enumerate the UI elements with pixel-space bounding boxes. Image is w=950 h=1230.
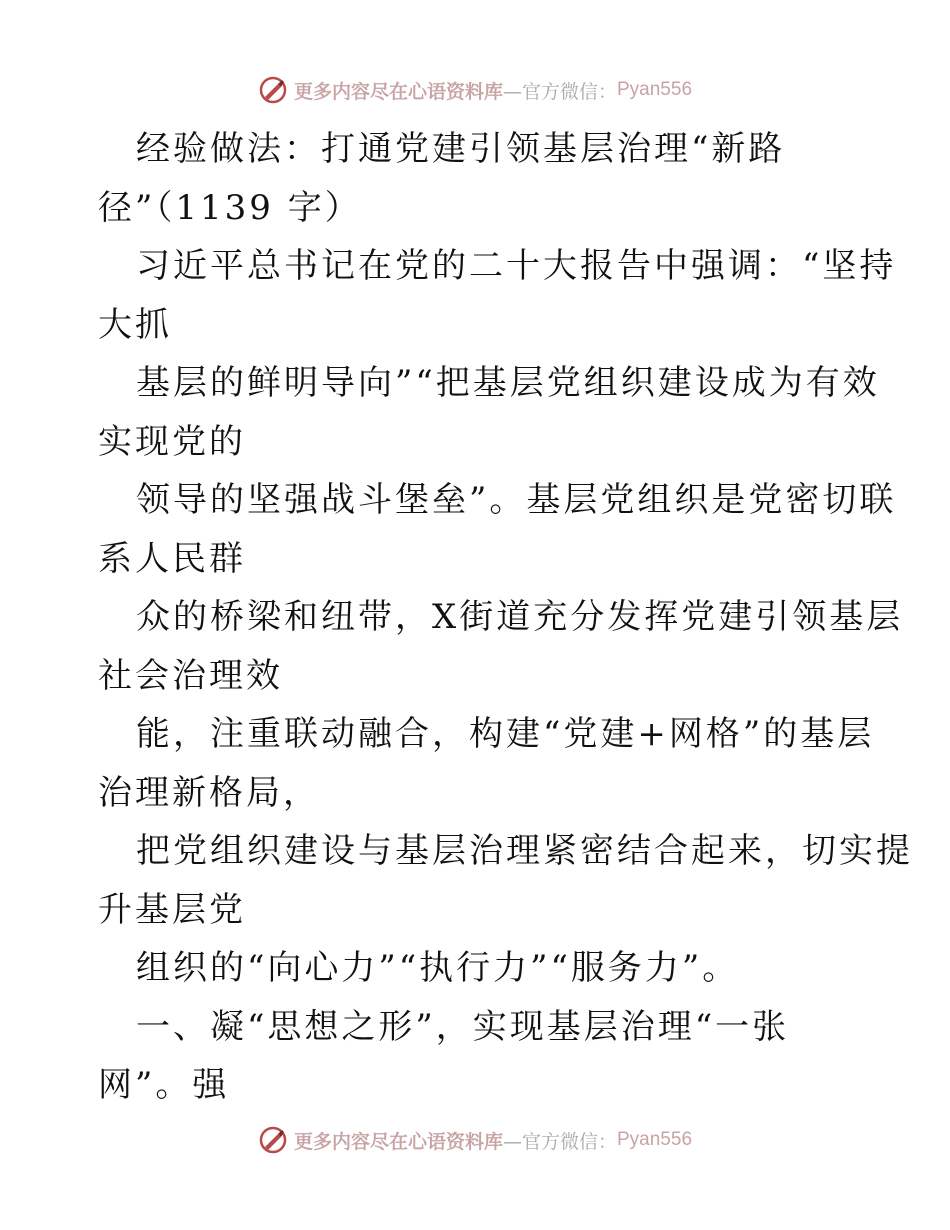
footer-banner [0,1120,950,1160]
body-line: 网”。强 [98,1065,230,1105]
body-line: 众的桥梁和纽带，X街道充分发挥党建引领基层 [136,597,904,637]
body-line: 径”（1139 字） [98,187,362,228]
body-line: 能，注重联动融合，构建“党建+网格”的基层 [136,714,875,754]
body-line: 基层的鲜明导向”“把基层党组织建设成为有效 [136,363,880,403]
body-line: 领导的坚强战斗堡垒”。基层党组织是党密切联 [136,480,897,520]
header-banner [0,70,950,110]
footer-brand-text: 更多内容尽在心语资料库 [293,1130,503,1153]
body-line: 把党组织建设与基层治理紧密结合起来，切实提 [136,831,913,871]
body-line: 习近平总书记在党的二十大报告中强调：“坚持 [136,246,897,286]
pen-logo-icon [258,75,288,105]
header-wechat-handle: Pyan556 [617,79,693,100]
document-body [98,120,913,1115]
body-line: 系人民群 [98,538,246,579]
pen-logo-icon [258,1125,288,1155]
body-line: 社会治理效 [98,655,283,696]
body-line: 实现党的 [98,421,246,462]
body-line: 治理新格局， [98,772,320,813]
footer-official-text: —官方微信： [502,1130,617,1153]
body-line: 组织的“向心力”“执行力”“服务力”。 [136,948,740,988]
footer-wechat-handle: Pyan556 [617,1129,693,1150]
body-line: 大抓 [98,304,172,345]
body-line: 经验做法：打通党建引领基层治理“新路 [136,129,786,169]
body-line: 一、凝“思想之形”，实现基层治理“一张 [136,1006,790,1047]
body-line: 升基层党 [98,889,246,930]
header-official-text: —官方微信： [502,80,617,103]
header-brand-text: 更多内容尽在心语资料库 [293,80,503,103]
